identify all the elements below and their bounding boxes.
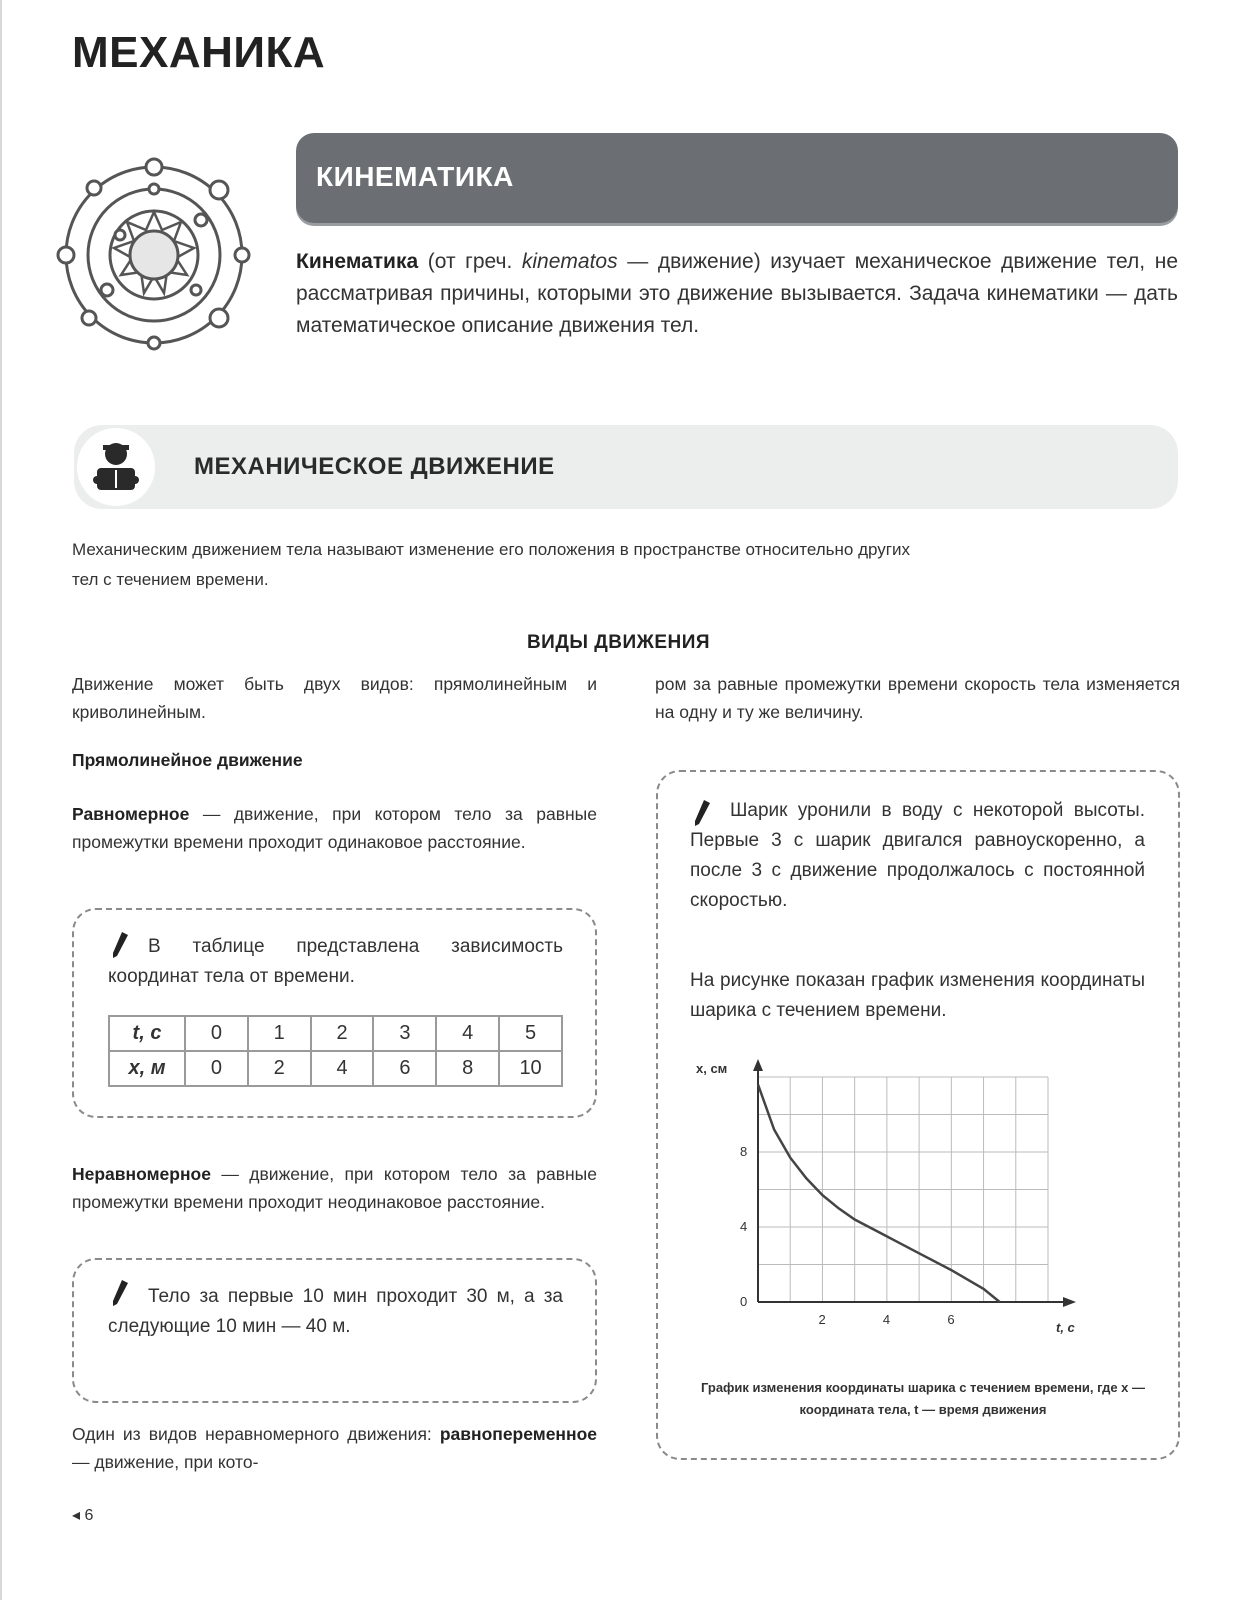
equivariable-definition (72, 1420, 597, 1476)
table-task-text: В таблице представлена зависимость координат тела от времени. (108, 936, 563, 987)
intro-paragraph (296, 246, 1178, 342)
table-cell: 0 (185, 1016, 248, 1051)
y-axis-arrow (753, 1059, 763, 1071)
reader-icon-circle (74, 425, 158, 509)
x-axis-arrow (1063, 1297, 1076, 1307)
equivar-text-1: Один из видов неравномерного движения: (72, 1424, 440, 1444)
table-cell: 2 (311, 1016, 374, 1051)
topic-banner (296, 133, 1178, 223)
left-intro-text: Движение может быть двух видов: прямолинейным и криволинейным. (72, 674, 597, 722)
intro-term: Кинематика (296, 250, 419, 273)
chart-ticks (740, 1144, 955, 1327)
intro-greek-word: kinematos (521, 250, 618, 273)
equivar-text-2: — движение, при кото- (72, 1452, 259, 1472)
table-cell: 2 (248, 1051, 311, 1086)
ball-task-text-1: Шарик уронили в воду с некоторой высоты. Первые 3 с шарик двигался равноускоренно, а после 3 с движение продолжалось с постоянной скоростью. (690, 800, 1145, 911)
table-cell: 5 (499, 1016, 562, 1051)
table-cell: 10 (499, 1051, 562, 1086)
page-number-value: 6 (84, 1507, 94, 1524)
page-number: ◂ 6 (72, 1507, 94, 1524)
table-cell: 6 (373, 1051, 436, 1086)
table-cell: 0 (185, 1051, 248, 1086)
section-header-bar (74, 425, 1178, 509)
chart-grid (758, 1077, 1048, 1302)
ball-task-box (656, 770, 1180, 1460)
series-line (758, 1085, 1000, 1303)
table-cell: 8 (436, 1051, 499, 1086)
nonuniform-task-box (72, 1258, 597, 1403)
uniform-definition (72, 800, 597, 856)
reader-icon (77, 428, 155, 506)
table-row (109, 1051, 562, 1086)
coordinate-table (108, 1015, 563, 1087)
chapter-title: МЕХАНИКА (72, 28, 326, 77)
y-tick-label: 8 (740, 1144, 748, 1159)
intro-text-2: — движение) изучает механическое движение тел, не рассматривая причины, которыми это движение вызывается. Задача кинематики — дать математическое описание движения тел. (296, 250, 1178, 337)
atom-icon (54, 160, 254, 350)
table-cell: 3 (373, 1016, 436, 1051)
banner-title: КИНЕМАТИКА (316, 161, 514, 192)
x-axis-label: t, с (1056, 1320, 1075, 1335)
table-task-box (72, 908, 597, 1118)
table-row-label: t, с (109, 1016, 185, 1051)
x-tick-label: 6 (947, 1312, 955, 1327)
y-tick-label: 0 (740, 1294, 748, 1309)
nonuniform-text: — движение, при котором тело за равные промежутки времени проходит неодинаковое расстояние. (72, 1164, 597, 1212)
ball-task-text-2: На рисунке показан график изменения координаты шарика с течением времени. (690, 970, 1145, 1021)
y-tick-label: 4 (740, 1219, 748, 1234)
kinds-title: ВИДЫ ДВИЖЕНИЯ (526, 632, 711, 653)
table-row-label: x, м (109, 1051, 185, 1086)
equivar-term: равнопеременное (439, 1424, 597, 1444)
nonuniform-task-text: Тело за первые 10 мин проходит 30 м, а за следующие 10 мин — 40 м. (108, 1286, 563, 1337)
x-tick-label: 2 (818, 1312, 826, 1327)
intro-text-1: (от греч. (418, 250, 522, 273)
uniform-text: — движение, при котором тело за равные промежутки времени проходит одинаковое расстояние. (72, 804, 597, 852)
coordinate-chart (696, 1057, 1118, 1367)
table-cell: 1 (248, 1016, 311, 1051)
table-row (109, 1016, 562, 1051)
section-title: МЕХАНИЧЕСКОЕ ДВИЖЕНИЕ (194, 453, 555, 480)
definition-text: Механическим движением тела называют изменение его положения в пространстве относительно других тел с течением времени. (72, 540, 910, 589)
table-cell: 4 (311, 1051, 374, 1086)
uniform-term: Равномерное (72, 804, 190, 824)
chart-caption: График изменения координаты шарика с течением времени, где x — координата тела, t — время движения (701, 1380, 1145, 1417)
table-cell: 4 (436, 1016, 499, 1051)
nonuniform-term: Неравномерное (72, 1164, 211, 1184)
right-continuation-text: ром за равные промежутки времени скорость тела изменяется на одну и ту же величину. (655, 674, 1180, 722)
straight-motion-heading: Прямолинейное движение (72, 750, 303, 770)
nonuniform-definition (72, 1160, 597, 1216)
x-tick-label: 4 (882, 1312, 891, 1327)
y-axis-label: x, см (696, 1061, 728, 1076)
